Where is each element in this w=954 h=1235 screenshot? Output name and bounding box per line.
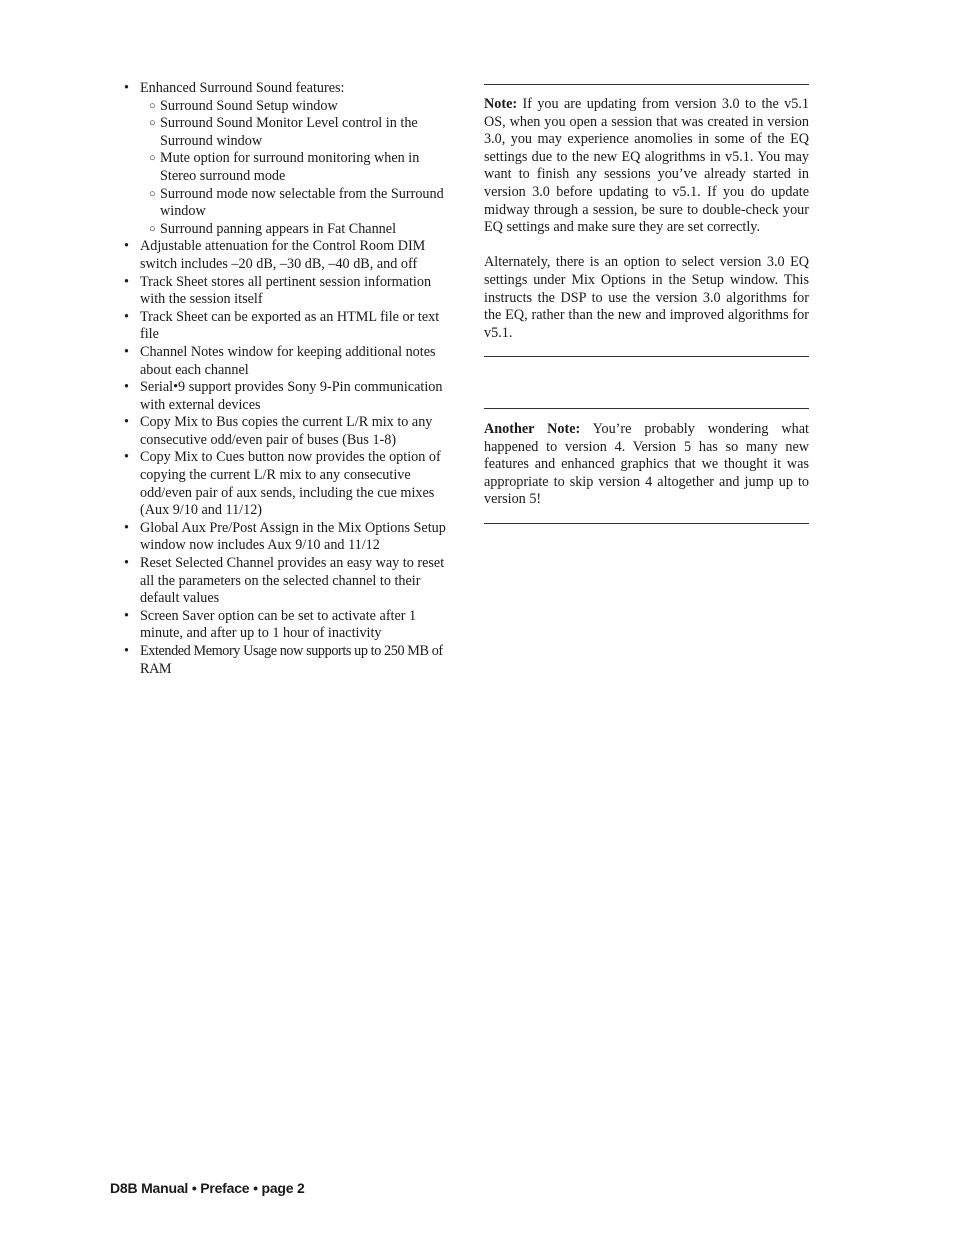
sub-item-text: Surround panning appears in Fat Channel xyxy=(160,220,397,237)
feature-item xyxy=(122,449,450,519)
bullet-icon: • xyxy=(124,343,129,360)
feature-item xyxy=(122,555,450,608)
circle-bullet-icon: ○ xyxy=(149,152,156,165)
bullet-icon: • xyxy=(124,308,129,325)
sub-item xyxy=(140,221,450,239)
feature-text: Track Sheet stores all pertinent session information with the session itself xyxy=(140,273,432,308)
feature-text: Track Sheet can be exported as an HTML file or text file xyxy=(140,308,440,343)
bullet-icon: • xyxy=(124,80,129,96)
note-top-rule xyxy=(484,408,809,409)
feature-text: Screen Saver option can be set to activate after 1 minute, and after up to 1 hour of inactivity xyxy=(140,607,417,642)
note-bottom-rule xyxy=(484,523,809,524)
note-paragraph xyxy=(484,421,809,509)
feature-text: Channel Notes window for keeping additional notes about each channel xyxy=(140,343,436,378)
note-text: Alternately, there is an option to select version 3.0 EQ settings under Mix Options in the Setup window. This instructs the DSP to use the version 3.0 algorithms for the EQ, rather than the new and improved algorithms for v5.1. xyxy=(484,254,809,341)
note-top-rule xyxy=(484,84,809,85)
bullet-icon: • xyxy=(124,273,129,290)
feature-item xyxy=(122,643,450,678)
feature-item xyxy=(122,379,450,414)
another-note xyxy=(484,421,809,509)
note-label: Note: xyxy=(484,96,518,112)
sub-item xyxy=(140,150,450,185)
sub-item-text: Surround Sound Monitor Level control in the Surround window xyxy=(160,115,418,149)
update-note xyxy=(484,96,809,342)
circle-bullet-icon: ○ xyxy=(149,222,156,235)
bullet-icon: • xyxy=(124,607,129,624)
circle-bullet-icon: ○ xyxy=(149,187,156,200)
feature-text: Enhanced Surround Sound features: xyxy=(140,80,345,96)
bullet-icon: • xyxy=(124,414,129,431)
circle-bullet-icon: ○ xyxy=(149,99,156,112)
note-paragraph xyxy=(484,254,809,342)
feature-list xyxy=(122,80,450,678)
bullet-icon: • xyxy=(124,449,129,466)
feature-text: Adjustable attenuation for the Control Room DIM switch includes –20 dB, –30 dB, –40 dB, and off xyxy=(140,238,426,272)
feature-text: Global Aux Pre/Post Assign in the Mix Options Setup window now includes Aux 9/10 and 11/12 xyxy=(140,519,446,554)
bullet-icon: • xyxy=(124,238,129,255)
sub-item-text: Surround Sound Setup window xyxy=(160,97,338,114)
bullet-icon: • xyxy=(124,643,129,659)
sub-item xyxy=(140,115,450,150)
feature-item xyxy=(122,520,450,555)
note-label: Another Note: xyxy=(484,421,581,437)
bullet-icon: • xyxy=(124,555,129,572)
surround-sub-list xyxy=(140,98,450,239)
feature-item xyxy=(122,344,450,379)
sub-item xyxy=(140,98,450,116)
note-text: If you are updating from version 3.0 to the v5.1 OS, when you open a session that was created in version 3.0, you may experience anomolies in some of the EQ settings due to the new EQ alogrithms in v5.1. You may want to finish any sessions you’ve already started in version 3.0 before updating to v5.1. If you do update midway through a session, be sure to double-check your EQ settings and make sure they are set correctly. xyxy=(484,96,810,236)
sub-item xyxy=(140,186,450,221)
feature-text: Extended Memory Usage now supports up to 250 MB of RAM xyxy=(140,643,443,677)
feature-item xyxy=(122,274,450,309)
feature-item xyxy=(122,414,450,449)
sub-item-text: Mute option for surround monitoring when in Stereo surround mode xyxy=(160,150,420,184)
sub-item-text: Surround mode now selectable from the Surround window xyxy=(160,185,444,220)
feature-text: Copy Mix to Cues button now provides the option of copying the current L/R mix to any consecutive odd/even pair of aux sends, including the cue mixes (Aux 9/10 and 11/12) xyxy=(140,449,441,519)
note-paragraph xyxy=(484,96,809,237)
feature-text: Copy Mix to Bus copies the current L/R mix to any consecutive odd/even pair of buses (Bus 1-8) xyxy=(140,414,433,448)
bullet-icon: • xyxy=(124,379,129,396)
feature-item-surround xyxy=(122,80,450,238)
feature-text: Reset Selected Channel provides an easy way to reset all the parameters on the selected channel to their default values xyxy=(140,555,445,607)
circle-bullet-icon: ○ xyxy=(149,117,156,130)
bullet-icon: • xyxy=(124,519,129,536)
note-bottom-rule xyxy=(484,356,809,357)
page-footer: D8B Manual • Preface • page 2 xyxy=(110,1180,305,1196)
feature-item xyxy=(122,309,450,344)
feature-item xyxy=(122,238,450,273)
feature-item xyxy=(122,608,450,643)
feature-list-column xyxy=(122,80,450,678)
note-text: You’re probably wondering what happened to version 4. Version 5 has so many new features and enhanced graphics that we thought it was appropriate to skip version 4 altogether and jump up to version 5! xyxy=(484,421,809,508)
feature-text: Serial•9 support provides Sony 9-Pin communication with external devices xyxy=(140,379,443,413)
